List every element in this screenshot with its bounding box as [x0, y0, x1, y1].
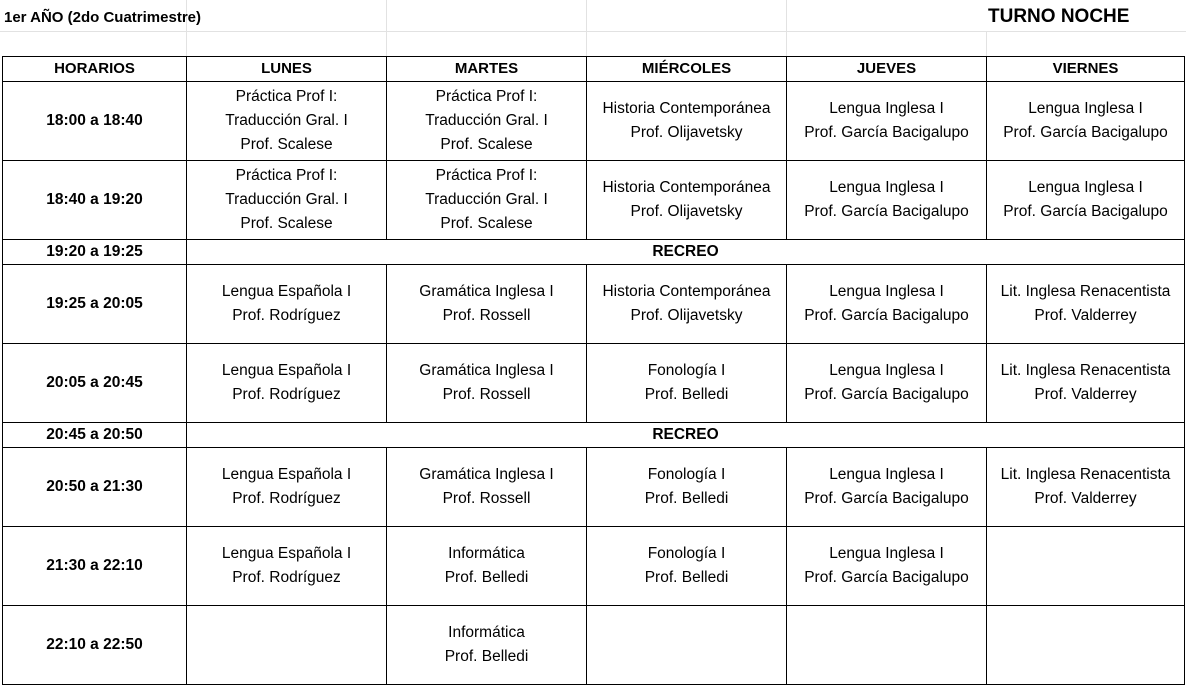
class-cell: [587, 265, 787, 344]
class-cell: [387, 606, 587, 685]
class-cell: [787, 82, 987, 161]
class-cell: [187, 82, 387, 161]
table-row: [3, 344, 1185, 423]
class-cell: [787, 448, 987, 527]
teacher-name: Prof. Valderrey: [1034, 307, 1137, 324]
column-header-miércoles: MIÉRCOLES: [587, 57, 787, 82]
teacher-name: Prof. Scalese: [240, 215, 333, 232]
table-row: [3, 82, 1185, 161]
class-cell: [387, 161, 587, 240]
subject-name: Práctica Prof I:: [235, 88, 338, 105]
class-cell: [987, 265, 1185, 344]
class-cell: [187, 448, 387, 527]
teacher-name: Prof. Scalese: [440, 136, 533, 153]
teacher-name: Prof. Rodríguez: [232, 569, 341, 586]
teacher-name: Prof. García Bacigalupo: [1003, 203, 1168, 220]
subject-name: Traducción Gral. I: [225, 191, 348, 208]
class-cell: [587, 161, 787, 240]
class-cell: [187, 606, 387, 685]
time-cell: 20:50 a 21:30: [3, 448, 187, 527]
time-cell: 18:40 a 19:20: [3, 161, 187, 240]
subject-name: Lengua Inglesa I: [829, 362, 944, 379]
class-cell: [587, 527, 787, 606]
teacher-name: Prof. Rodríguez: [232, 386, 341, 403]
subject-name: Gramática Inglesa I: [419, 466, 554, 483]
subject-name: Traducción Gral. I: [425, 112, 548, 129]
class-cell: [587, 344, 787, 423]
class-cell: [387, 527, 587, 606]
shift-label: TURNO NOCHE: [988, 6, 1130, 27]
subject-name: Lit. Inglesa Renacentista: [1000, 466, 1171, 483]
subject-name: Lengua Española I: [221, 545, 352, 562]
schedule-table: [2, 56, 1185, 685]
time-cell: 18:00 a 18:40: [3, 82, 187, 161]
table-row: [3, 161, 1185, 240]
time-cell: 22:10 a 22:50: [3, 606, 187, 685]
teacher-name: Prof. Valderrey: [1034, 386, 1137, 403]
subject-name: Práctica Prof I:: [435, 88, 538, 105]
subject-name: Lengua Española I: [221, 466, 352, 483]
class-cell: [387, 265, 587, 344]
subject-name: Informática: [448, 545, 525, 562]
teacher-name: Prof. Scalese: [240, 136, 333, 153]
sheet-header: [0, 0, 1186, 56]
subject-name: Traducción Gral. I: [425, 191, 548, 208]
teacher-name: Prof. García Bacigalupo: [1003, 124, 1168, 141]
subject-name: Lengua Inglesa I: [1028, 179, 1143, 196]
column-header-jueves: JUEVES: [787, 57, 987, 82]
teacher-name: Prof. Belledi: [644, 490, 729, 507]
table-row: [3, 448, 1185, 527]
page-title: 1er AÑO (2do Cuatrimestre): [4, 9, 201, 26]
class-cell: [787, 527, 987, 606]
class-cell: [187, 161, 387, 240]
class-cell: [787, 161, 987, 240]
teacher-name: Prof. Olijavetsky: [630, 203, 743, 220]
subject-name: Práctica Prof I:: [235, 167, 338, 184]
break-label: RECREO: [187, 240, 1185, 265]
class-cell: [787, 606, 987, 685]
teacher-name: Prof. García Bacigalupo: [804, 490, 969, 507]
subject-name: Lengua Española I: [221, 362, 352, 379]
class-cell: [987, 82, 1185, 161]
subject-name: Lengua Inglesa I: [829, 466, 944, 483]
teacher-name: Prof. Olijavetsky: [630, 307, 743, 324]
teacher-name: Prof. Valderrey: [1034, 490, 1137, 507]
subject-name: Gramática Inglesa I: [419, 283, 554, 300]
grid-line: [386, 0, 387, 56]
teacher-name: Prof. García Bacigalupo: [804, 124, 969, 141]
class-cell: [987, 161, 1185, 240]
column-header-horarios: HORARIOS: [3, 57, 187, 82]
class-cell: [587, 606, 787, 685]
subject-name: Traducción Gral. I: [225, 112, 348, 129]
subject-name: Historia Contemporánea: [602, 100, 771, 117]
subject-name: Lengua Española I: [221, 283, 352, 300]
column-header-lunes: LUNES: [187, 57, 387, 82]
teacher-name: Prof. García Bacigalupo: [804, 203, 969, 220]
subject-name: Lengua Inglesa I: [829, 283, 944, 300]
teacher-name: Prof. Belledi: [444, 648, 529, 665]
class-cell: [187, 527, 387, 606]
teacher-name: Prof. Rossell: [442, 307, 531, 324]
header-row: [3, 57, 1185, 82]
subject-name: Fonología I: [647, 362, 726, 379]
teacher-name: Prof. Belledi: [644, 569, 729, 586]
break-row: [3, 423, 1185, 448]
table-row: [3, 527, 1185, 606]
subject-name: Historia Contemporánea: [602, 179, 771, 196]
class-cell: [787, 265, 987, 344]
subject-name: Gramática Inglesa I: [419, 362, 554, 379]
break-label: RECREO: [187, 423, 1185, 448]
teacher-name: Prof. Scalese: [440, 215, 533, 232]
teacher-name: Prof. Belledi: [644, 386, 729, 403]
teacher-name: Prof. García Bacigalupo: [804, 569, 969, 586]
time-cell: 20:45 a 20:50: [3, 423, 187, 448]
subject-name: Historia Contemporánea: [602, 283, 771, 300]
class-cell: [187, 265, 387, 344]
grid-line: [586, 0, 587, 56]
class-cell: [387, 344, 587, 423]
column-header-viernes: VIERNES: [987, 57, 1185, 82]
table-row: [3, 606, 1185, 685]
subject-name: Fonología I: [647, 466, 726, 483]
class-cell: [987, 448, 1185, 527]
teacher-name: Prof. Rodríguez: [232, 307, 341, 324]
time-cell: 20:05 a 20:45: [3, 344, 187, 423]
grid-line: [986, 31, 987, 56]
subject-name: Fonología I: [647, 545, 726, 562]
class-cell: [987, 344, 1185, 423]
class-cell: [187, 344, 387, 423]
teacher-name: Prof. García Bacigalupo: [804, 307, 969, 324]
teacher-name: Prof. Rossell: [442, 490, 531, 507]
teacher-name: Prof. Olijavetsky: [630, 124, 743, 141]
grid-line: [0, 31, 1186, 32]
class-cell: [987, 606, 1185, 685]
subject-name: Lengua Inglesa I: [829, 179, 944, 196]
class-cell: [387, 448, 587, 527]
class-cell: [387, 82, 587, 161]
time-cell: 19:25 a 20:05: [3, 265, 187, 344]
time-cell: 21:30 a 22:10: [3, 527, 187, 606]
time-cell: 19:20 a 19:25: [3, 240, 187, 265]
break-row: [3, 240, 1185, 265]
class-cell: [587, 82, 787, 161]
teacher-name: Prof. Belledi: [444, 569, 529, 586]
subject-name: Lengua Inglesa I: [829, 100, 944, 117]
class-cell: [587, 448, 787, 527]
subject-name: Práctica Prof I:: [435, 167, 538, 184]
teacher-name: Prof. Rossell: [442, 386, 531, 403]
subject-name: Lit. Inglesa Renacentista: [1000, 283, 1171, 300]
grid-line: [786, 0, 787, 56]
subject-name: Lengua Inglesa I: [1028, 100, 1143, 117]
class-cell: [787, 344, 987, 423]
teacher-name: Prof. Rodríguez: [232, 490, 341, 507]
subject-name: Lengua Inglesa I: [829, 545, 944, 562]
teacher-name: Prof. García Bacigalupo: [804, 386, 969, 403]
subject-name: Informática: [448, 624, 525, 641]
table-row: [3, 265, 1185, 344]
class-cell: [987, 527, 1185, 606]
subject-name: Lit. Inglesa Renacentista: [1000, 362, 1171, 379]
column-header-martes: MARTES: [387, 57, 587, 82]
